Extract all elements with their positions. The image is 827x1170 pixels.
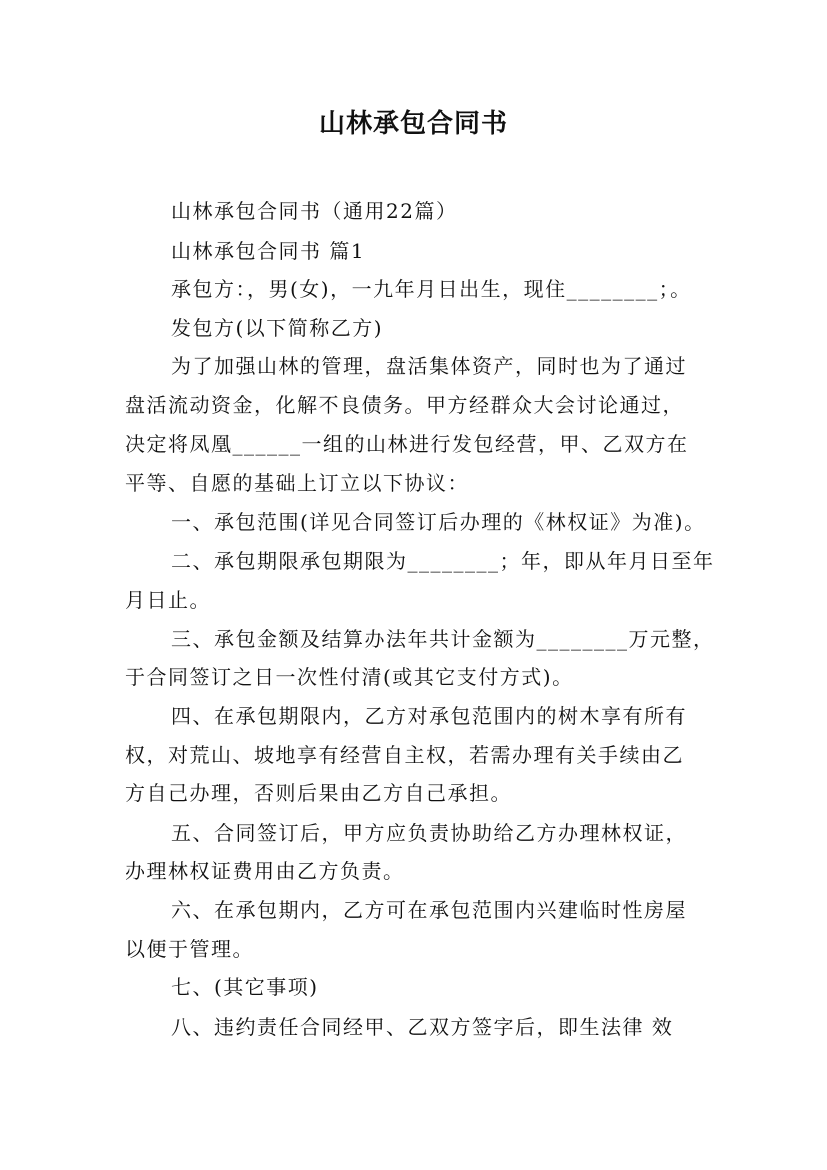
- paragraph-line: 一、承包范围(详见合同签订后办理的《林权证》为准)。: [171, 510, 706, 534]
- paragraph-line: 权，对荒山、坡地享有经营自主权，若需办理有关手续由乙: [125, 743, 684, 767]
- paragraph-line: 六、在承包期内，乙方可在承包范围内兴建临时性房屋: [171, 898, 687, 922]
- paragraph-line: 方自己办理，否则后果由乙方自己承担。: [125, 781, 512, 805]
- paragraph-line: 三、承包金额及结算办法年共计金额为________万元整，: [171, 627, 715, 651]
- paragraph-line: 承包方：，男(女)，一九年月日出生，现住________；。: [171, 277, 692, 301]
- paragraph-line: 月日止。: [125, 588, 211, 612]
- paragraph-line: 于合同签订之日一次性付清(或其它支付方式)。: [125, 665, 574, 689]
- paragraph-line: 盘活流动资金，化解不良债务。甲方经群众大会讨论通过，: [125, 393, 684, 417]
- paragraph-line: 决定将凤凰______一组的山林进行发包经营，甲、乙双方在: [125, 432, 689, 456]
- document-title: 山林承包合同书: [318, 109, 508, 139]
- paragraph-line: 以便于管理。: [125, 937, 254, 961]
- subtitle-line: 山林承包合同书（通用22篇）: [171, 199, 458, 223]
- section-heading: 山林承包合同书 篇1: [171, 239, 366, 263]
- paragraph-line: 五、合同签订后，甲方应负责协助给乙方办理林权证，: [171, 821, 687, 845]
- paragraph-line: 办理林权证费用由乙方负责。: [125, 859, 405, 883]
- paragraph-line: 平等、自愿的基础上订立以下协议：: [125, 471, 469, 495]
- paragraph-line: 二、承包期限承包期限为________；年，即从年月日至年: [171, 549, 715, 573]
- paragraph-line: 为了加强山林的管理，盘活集体资产，同时也为了通过: [171, 354, 687, 378]
- paragraph-line: 发包方(以下简称乙方): [171, 316, 384, 340]
- paragraph-line: 七、(其它事项): [171, 975, 319, 999]
- paragraph-line: 八、违约责任合同经甲、乙双方签字后，即生法律 效: [171, 1015, 674, 1039]
- paragraph-line: 四、在承包期限内，乙方对承包范围内的树木享有所有: [171, 704, 687, 728]
